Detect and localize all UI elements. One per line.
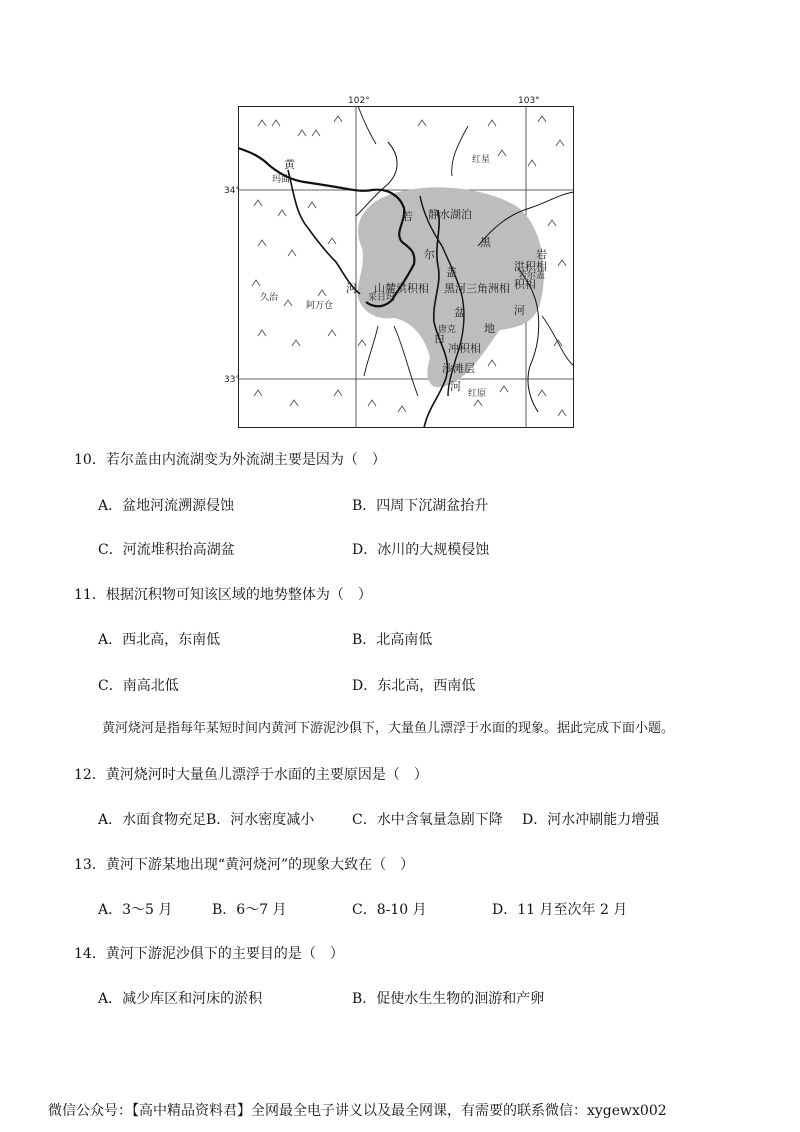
question-number: 11． [74,587,106,603]
q12-option-d[interactable]: D．河水冲刷能力增强 [522,812,660,828]
q11-option-b[interactable]: B．北高南低 [352,632,433,648]
question-11-stem [74,585,372,605]
map-label-jixiang: 积相 [514,278,536,291]
map-label-maqu: 玛曲 [272,175,291,185]
map-label-hei: 黑 [480,236,491,249]
map-label-awancang: 阿万仓 [306,301,334,311]
map-label-he-1: 河 [346,282,357,295]
map-label-hongxing: 红星 [472,155,491,165]
map-label-jiuzhi: 久治 [260,293,279,303]
map-label-beach-layer: 沙滩层 [442,362,475,375]
question-number: 14． [74,946,106,962]
map-label-di: 地 [484,322,495,335]
question-text: 黄河下游某地出现“黄河烧河”的现象大致在（ ） [105,857,415,873]
reading-passage: 黄河烧河是指每年某短时间内黄河下游泥沙俱下，大量鱼儿漂浮于水面的现象。据此完成下面小题。 [102,721,675,736]
q10-option-a[interactable]: A．盆地河流溯源侵蚀 [98,498,235,514]
lon-label-103: 103° [518,96,540,106]
map-label-yan: 岩 [536,248,547,261]
map-label-huang: 黄 [284,158,295,171]
map-label-ruo: 若 [402,210,413,223]
map-label-bai: 白 [434,332,445,345]
question-text: 根据沉积物可知该区域的地势整体为（ ） [105,587,372,603]
question-10-stem [74,450,386,470]
map-label-alluvial-facies: 冲积相 [448,342,481,355]
question-text: 若尔盖由内流湖变为外流湖主要是因为（ ） [105,452,386,468]
q11-option-d[interactable]: D．东北高，西南低 [352,678,476,694]
map-label-hongyuan: 红原 [468,389,487,399]
map-label-he-3: 河 [514,304,525,317]
question-14-stem [74,944,344,964]
question-12-stem [74,765,428,785]
map-label-delta-facies: 黑河三角洲相 [444,282,510,295]
q11-option-a[interactable]: A．西北高，东南低 [98,632,221,648]
q14-option-b[interactable]: B．促使水生生物的洄游和产卵 [352,991,545,1007]
q13-option-a[interactable]: A．3～5 月 [98,902,173,918]
map-label-piedmont-facies: 山麓洪积相 [374,282,429,295]
question-text: 黄河下游泥沙俱下的主要目的是（ ） [105,946,344,962]
map-figure [224,96,574,428]
lon-label-102: 102° [348,96,370,106]
question-13-stem [74,855,414,875]
lat-label-33: 33° [224,375,240,385]
map-label-er: 尔 [424,248,435,261]
map-label-zoige: 若尔盖 [518,271,546,281]
q10-option-d[interactable]: D．冰川的大规模侵蚀 [352,542,490,558]
map-label-cairima: 采日玛 [368,293,396,303]
q10-option-c[interactable]: C．河流堆积抬高湖盆 [98,542,235,558]
map-label-lake-facies: 静水湖泊 [428,208,472,221]
question-text: 黄河烧河时大量鱼儿漂浮于水面的主要原因是（ ） [105,767,428,783]
q14-option-a[interactable]: A．减少库区和河床的淤积 [98,991,263,1007]
q10-option-b[interactable]: B．四周下沉湖盆抬升 [352,498,489,514]
lat-label-34: 34° [224,186,240,196]
question-number: 13． [74,857,106,873]
q13-option-d[interactable]: D．11 月至次年 2 月 [492,902,628,918]
map-label-gai: 盖 [446,266,457,279]
map-label-pen: 盆 [454,306,465,319]
question-number: 10． [74,452,106,468]
q13-option-c[interactable]: C．8-10 月 [352,902,427,918]
question-number: 12． [74,767,106,783]
q11-option-c[interactable]: C．南高北低 [98,678,179,694]
map-label-tangke: 唐克 [438,325,457,335]
q12-option-a[interactable]: A．水面食物充足 [98,812,207,828]
q13-option-b[interactable]: B．6～7 月 [212,902,287,918]
map-label-he-2: 河 [450,380,461,393]
map-label-alluvial-fan: 洪积相 [514,260,547,273]
footer-watermark-text: 微信公众号：【高中精品资料君】全网最全电子讲义以及最全网课，有需要的联系微信：xygewx002 [48,1103,667,1119]
q12-option-c[interactable]: C．水中含氧量急剧下降 [352,812,503,828]
q12-option-b[interactable]: B．河水密度减小 [206,812,315,828]
